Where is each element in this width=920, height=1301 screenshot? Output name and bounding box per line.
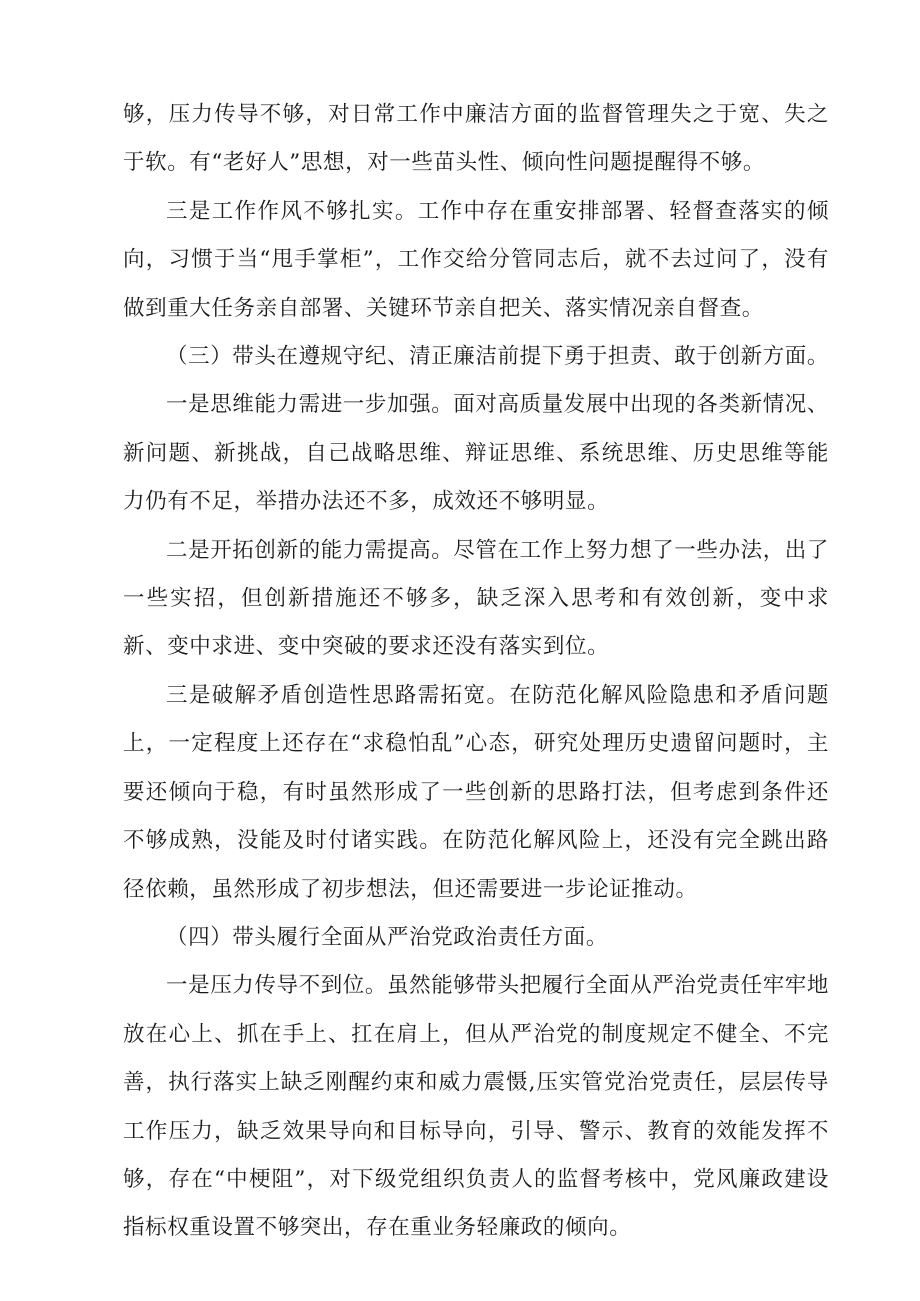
- document-body: [123, 91, 829, 1253]
- paragraph-continuation: 够，压力传导不够，对日常工作中廉洁方面的监督管理失之于宽、失之于软。有“老好人”思想，对一些苗头性、倾向性问题提醒得不够。: [123, 102, 829, 176]
- paragraph-resolving-contradictions: 三是破解矛盾创造性思路需拓宽。在防范化解风险隐患和矛盾问题上，一定程度上还存在“求稳怕乱”心态，研究处理历史遗留问题时，主要还倾向于稳，有时虽然形成了一些创新的思路打法，但考虑到条件还不够成熟，没能及时付诸实践。在防范化解风险上，还没有完全跳出路径依赖，虽然形成了初步想法，但还需要进一步论证推动。: [123, 682, 829, 902]
- paragraph-pressure-transmission: 一是压力传导不到位。虽然能够带头把履行全面从严治党责任牢牢地放在心上、抓在手上、扛在肩上，但从严治党的制度规定不健全、不完善，执行落实上缺乏刚醒约束和威力震慑,压实管党治党责任，层层传导工作压力，缺乏效果导向和目标导向，引导、警示、教育的效能发挥不够，存在“中梗阻”，对下级党组织负责人的监督考核中，党风廉政建设指标权重设置不够突出，存在重业务轻廉政的倾向。: [123, 973, 830, 1241]
- paragraph-innovation-ability: 二是开拓创新的能力需提高。尽管在工作上努力想了一些办法，出了一些实招，但创新措施还不够多，缺乏深入思考和有效创新，变中求新、变中求进、变中突破的要求还没有落实到位。: [123, 537, 830, 660]
- section-heading-3: （三）带头在遵规守纪、清正廉洁前提下勇于担责、敢于创新方面。: [166, 344, 830, 370]
- paragraph-work-style: 三是工作作风不够扎实。工作中存在重安排部署、轻督查落实的倾向，习惯于当“甩手掌柜”，工作交给分管同志后，就不去过问了，没有做到重大任务亲自部署、关键环节亲自把关、落实情况亲自督查。: [123, 198, 829, 321]
- section-heading-4: （四）带头履行全面从严治党政治责任方面。: [166, 924, 609, 950]
- paragraph-thinking-ability: 一是思维能力需进一步加强。面对高质量发展中出现的各类新情况、新问题、新挑战，自己战略思维、辩证思维、系统思维、历史思维等能力仍有不足，举措办法还不多，成效还不够明显。: [123, 392, 830, 515]
